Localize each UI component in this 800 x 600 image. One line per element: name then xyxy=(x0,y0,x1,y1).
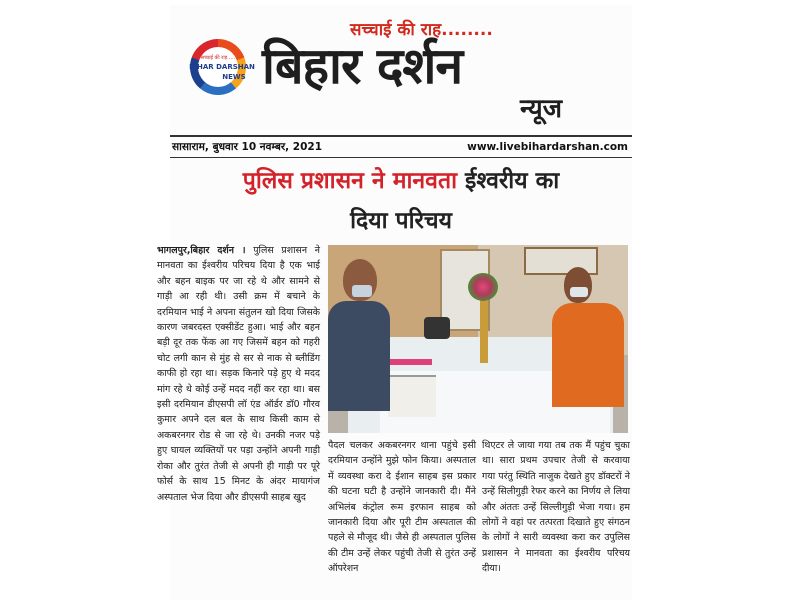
logo-text-line1: BIHAR DARSHAN xyxy=(189,63,255,71)
website-link[interactable]: www.livebihardarshan.com xyxy=(467,141,628,153)
article-column-2: पैदल चलकर अकबरनगर थाना पहुंचे इसी दरमियान उन्होंने मुझे फोन किया। अस्पताल में व्यवस्था करा दे ईशान साहब इस प्रकार की घटना घटी है उन्होंने जानकारी दी। मैंने अभिलंब कंट्रोल रूम इरफान साहब को जानकारी दिया और पूरी टीम अस्पताल की पहले से मौजूद थी। जैसे ही अस्पताल पुलिस की टीम उन्हें लेकर पहुंची तेजी से तुरंत उन्हें ऑपरेशन xyxy=(328,440,476,575)
headline xyxy=(170,163,632,199)
headline-red-part: पुलिस प्रशासन ने मानवता xyxy=(242,168,458,194)
tagline: सच्चाई की राह........ xyxy=(350,20,493,40)
flower-vase xyxy=(468,273,498,301)
brand-title: बिहार दर्शन xyxy=(262,36,463,95)
article-text-1: पुलिस प्रशासन ने मानवता का ईश्वरीय परिचय दिया है एक भाई और बहन बाइक पर जा रहे थे और सामने से गाड़ी आ रही थी। उसी क्रम में बचाने के दरमियान भाई ने अपना संतुलन खो दिया जिसके कारण जबरदस्त एक्सीडेंट हुआ। भाई और बहन बड़ी दूर तक फेंक आ गए जिसमें बहन को गहरी चोट लगी कान से मुंह से सर से नाक से ब्लीडिंग काफी हो रहा था। सड़क किनारे पड़े हुए थे मदद मांग रहे थे कोई उन्हें मदद नहीं कर रहा था। बस इसी दरमियान डीएसपी लॉ एंड ऑर्डर डॉ0 गौरव कुमार अपने दल बल के साथ किसी काम से अकबरनगर रोड से जा रहे थे। उनकी नजर पड़े हुए घायल व्यक्तियों पर पड़ा उन्होंने अपनी गाड़ी रोका और तुरंत तेजी से अपनी ही गाड़ी पर पूरे फोर्स के साथ 15 मिनट के अंदर मायागंज अस्पताल भेज दिया और डीएसपी साहब खुद xyxy=(157,245,320,503)
person-right xyxy=(564,267,592,303)
news-photo xyxy=(328,245,628,433)
logo xyxy=(172,13,260,113)
article-dateline: भागलपुर,बिहार दर्शन । xyxy=(157,245,246,256)
brand-subtitle: न्यूज xyxy=(520,94,563,124)
newspaper-page xyxy=(157,5,632,600)
headline-black-part: ईश्वरीय का xyxy=(465,168,560,194)
dateline-bar xyxy=(170,135,632,158)
headline-line2: दिया परिचय xyxy=(350,208,452,234)
masthead xyxy=(170,5,632,133)
logo-text-line2: NEWS xyxy=(222,73,246,81)
logo-small-text: सच्चाई की राह..... xyxy=(200,55,236,61)
place-date: सासाराम, बुधवार 10 नवम्बर, 2021 xyxy=(172,141,323,153)
article-column-3: थिएटर ले जाया गया तब तक मैं पहुंच चुका था। सारा प्रथम उपचार तेजी से करवाया गया परंतु स्थिति नाजुक देखते हुए डॉक्टरों ने उन्हें सिलीगुड़ी रेफर करने का निर्णय ले लिया और अंततः उन्हें सिल्लीगुड़ी भेजा गया। हम लोगों ने वहां पर तत्परता दिखाते हुए संगठन के लोगों ने सारी व्यवस्था करा कर उपुलिस प्रशासन ने मानवता का ईश्वरीय परिचय दीया। xyxy=(482,440,630,575)
article-column-1 xyxy=(157,243,320,600)
